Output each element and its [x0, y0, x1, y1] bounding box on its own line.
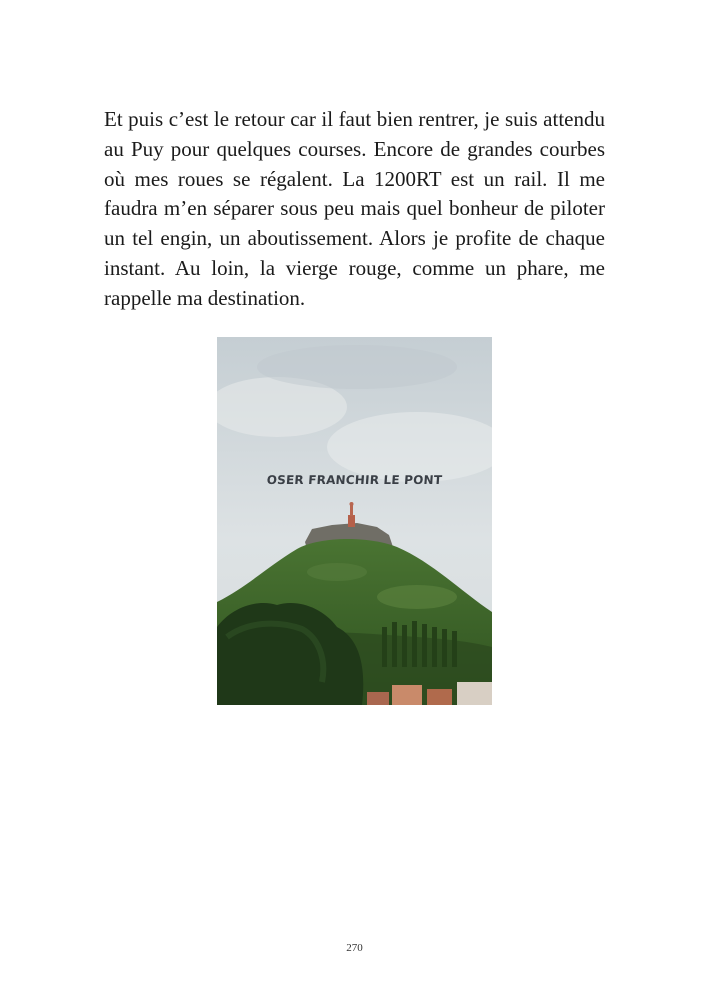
- hill-photo: [217, 337, 492, 705]
- cloud: [257, 345, 457, 389]
- body-paragraph: Et puis c’est le retour car il faut bien rentrer, je suis attendu au Puy pour quelques courses. Encore de grandes courbes où mes roues se régalent. La 1200RT est un rail. Il me faudra m’en séparer sous peu mais quel bonheur de piloter un tel engin, un aboutissement. Alors je profite de chaque instant. Au loin, la vierge rouge, comme un phare, me rappelle ma destination.: [104, 107, 605, 310]
- page-number: 270: [346, 942, 363, 954]
- overlay-caption: OSER FRANCHIR LE PONT: [266, 473, 443, 487]
- red-virgin-statue: [348, 515, 355, 527]
- photo-figure: [217, 337, 492, 705]
